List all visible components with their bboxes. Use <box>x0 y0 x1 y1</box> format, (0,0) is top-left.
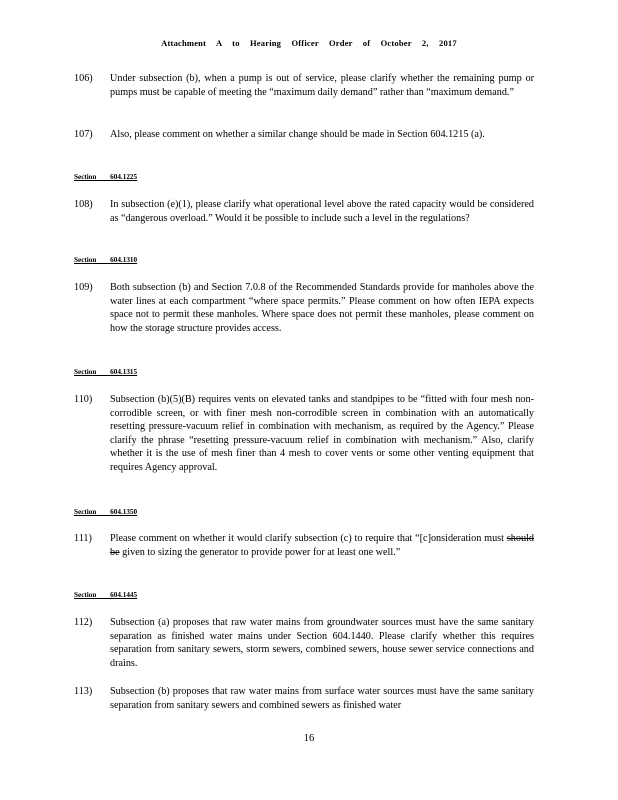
item-number: 112) <box>74 617 93 628</box>
page-number: 16 <box>303 733 315 744</box>
item-number: 113) <box>74 686 93 697</box>
item-number: 110) <box>74 394 93 405</box>
item-number: 109) <box>74 282 93 293</box>
item-text: Under subsection (b), when a pump is out of service, please clarify whether the remaining pump or pumps must be capable of meeting the “maximum daily demand” rather than “maximum demand.” <box>110 73 534 98</box>
item-text-before: Please comment on whether it would clarify subsection (c) to require that “[c]onsideration must <box>110 533 507 544</box>
item-number: 107) <box>74 129 93 140</box>
item-number: 106) <box>74 73 93 84</box>
item-text <box>110 532 534 559</box>
section-heading: Section 604.1225 <box>74 173 138 181</box>
section-heading: Section 604.1310 <box>74 256 138 264</box>
item-text: In subsection (e)(1), please clarify what operational level above the rated capacity would be considered as “dangerous overload.” Would it be possible to include such a level in the regulations? <box>110 199 534 224</box>
item-text: Subsection (b)(5)(B) requires vents on elevated tanks and standpipes to be “fitted with four mesh non-corrodible screen, or with finer mesh non-corrodible screen in combination with an automatically resetting pressure-vacuum relief in combination with mechanism, as required by the Agency.” Please clarify the phrase “resetting pressure-vacuum relief in combination with mechanism.” Also, clarify whether it is the use of mesh finer than 4 mesh to cover vents or some other venting equipment that requires Agency approval. <box>110 394 534 473</box>
item-text: Subsection (a) proposes that raw water mains from groundwater sources must have the same sanitary separation as finished water mains under Section 604.1440. Please clarify whether this requires separation from sanitary sewers, storm sewers, combined sewers, house sewer service connections and drains. <box>110 617 534 669</box>
item-text: Subsection (b) proposes that raw water mains from surface water sources must have the same sanitary separation from sanitary sewers and combined sewers as finished water <box>110 686 534 711</box>
struck-text: should be <box>110 533 534 558</box>
section-heading: Section 604.1350 <box>74 508 138 516</box>
item-number: 111) <box>74 533 92 544</box>
page-header: Attachment A to Hearing Officer Order of October 2, 2017 <box>161 38 457 48</box>
item-number: 108) <box>74 199 93 210</box>
section-heading: Section 604.1445 <box>74 591 138 599</box>
item-text: Also, please comment on whether a similar change should be made in Section 604.1215 (a). <box>110 129 485 140</box>
item-text-after: given to sizing the generator to provide power for at least one well.” <box>119 546 401 558</box>
item-text: Both subsection (b) and Section 7.0.8 of the Recommended Standards provide for manholes above the water lines at each compartment “where space permits.” Please comment on how often IEPA expects space not to permit these manholes. Where space does not permit these manholes, please comment on how the storage structure provides access. <box>110 282 534 334</box>
section-heading: Section 604.1315 <box>74 368 138 376</box>
